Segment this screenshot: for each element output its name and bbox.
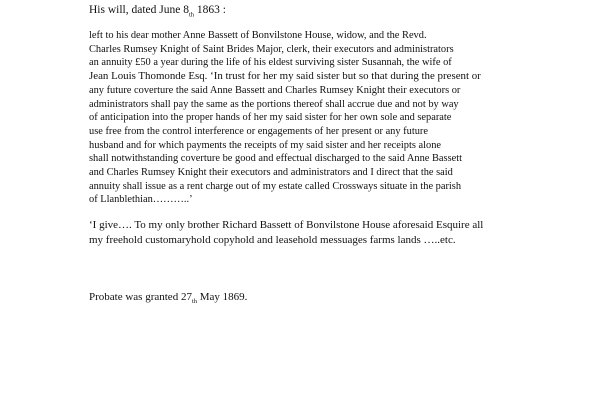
will-text-line: of anticipation into the proper hands of her my said sister for her own sole and separate (89, 112, 452, 124)
will-text-line: use free from the control interference or engagements of her present or any future (89, 125, 428, 137)
probate-line (89, 290, 247, 304)
probate-rest: May 1869. (197, 291, 248, 303)
will-text-line: husband and for which payments the receipts of my said sister and her receipts alone (89, 139, 442, 151)
heading-prefix: His will, dated June 8 (89, 4, 189, 16)
probate-prefix: Probate was granted 27 (89, 291, 192, 303)
will-text-line: Jean Louis Thomonde Esq. ‘In trust for her my said sister but so that during the present or (89, 70, 481, 83)
will-text-line: of Llanblethian………..’ (89, 194, 193, 206)
will-text-paragraph (89, 29, 529, 207)
probate-ordinal-suffix: th (191, 298, 198, 306)
will-text-line: left to his dear mother Anne Bassett of Bonvilstone House, widow, and the Revd. (89, 30, 427, 41)
will-text-line: and Charles Rumsey Knight their executors and administrators and I direct that the said (89, 167, 453, 179)
heading-rest: 1863 : (194, 4, 226, 16)
bequest-paragraph (89, 218, 529, 248)
will-date-heading (89, 3, 226, 17)
will-text-line: any future coverture the said Anne Bassett and Charles Rumsey Knight their executors or (89, 84, 461, 96)
heading-ordinal-suffix: th (188, 11, 195, 19)
will-text-line: annuity shall issue as a rent charge out of my estate called Crossways situate in the parish (89, 180, 462, 192)
will-text-line: an annuity £50 a year during the life of his eldest surviving sister Susannah, the wife of (89, 57, 452, 69)
bequest-line: ‘I give…. To my only brother Richard Bassett of Bonvilstone House aforesaid Esquire all (89, 219, 484, 231)
will-text-line: administrators shall pay the same as the portions thereof shall accrue due and not by way (89, 98, 459, 110)
bequest-line: my freehold customaryhold copyhold and leasehold messuages farms lands …..etc. (89, 234, 456, 246)
will-text-line: Charles Rumsey Knight of Saint Brides Major, clerk, their executors and administrators (89, 43, 454, 55)
will-text-line: shall notwithstanding coverture be good and effectual discharged to the said Anne Bassett (89, 153, 463, 165)
